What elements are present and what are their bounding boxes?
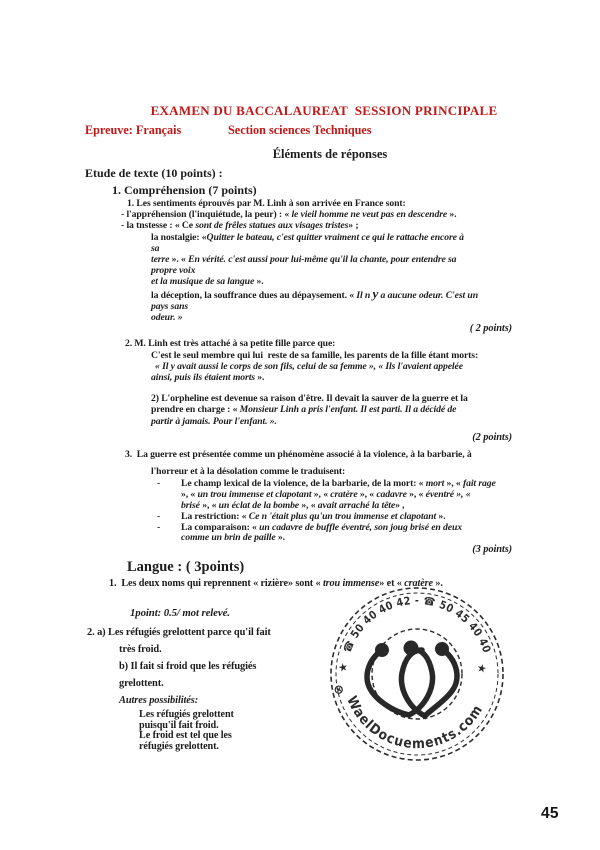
text-line: pays sans (151, 300, 189, 312)
text-line: brisé », « un éclat de la bombe », « avait arraché la tête» , (181, 500, 405, 512)
text-line: 1. Les deux noms qui reprennent « rizière» sont « trou immense» et « cratère ». (109, 578, 443, 590)
text-line: 3. La guerre est présentée comme un phénomène associé à la violence, à la barbarie, à (125, 449, 472, 461)
text-line: 1point: 0.5/ mot relevé. (130, 606, 230, 619)
text-line: très froid. (119, 643, 162, 655)
text-line: 2) L'orpheline est devenue sa raison d'être. Il devait la sauver de la guerre et la (151, 393, 468, 405)
text-line: grelottent. (119, 678, 164, 690)
text-line: la nostalgie: «Quitter le bateau, c'est quitter vraiment ce qui le rattache encore à (151, 231, 464, 243)
text-line: propre voix (151, 265, 196, 277)
text-line: prendre en charge : « Monsieur Linh a pris l'enfant. Il est parti. Il a décidé de (151, 404, 457, 416)
epreuve-label: Epreuve: Français (85, 123, 182, 137)
comprehension-heading: 1. Compréhension (7 points) (112, 183, 257, 197)
text-line: (3 points) (472, 544, 512, 556)
text-line: la déception, la souffrance dues au dépaysement. « Il n y a aucune odeur. C'est un (151, 285, 478, 301)
hearts-logo (367, 641, 457, 717)
text-line: ( 2 points) (469, 323, 512, 335)
text-line: réfugiés grelottent. (139, 741, 219, 753)
globe-icon: ⊕ (329, 681, 348, 698)
exam-title: EXAMEN DU BACCALAUREAT SESSION PRINCIPALE (150, 103, 498, 118)
text-line: - la tnstesse : « Ce sont de frêles statues aux visages tristes» ; (121, 220, 359, 232)
text-line: », « un trou immense et clapotant », « cratère », « cadavre », « éventré », « (181, 489, 471, 501)
text-line: puisqu'il fait froid. (139, 719, 219, 731)
page-number: 45 (541, 805, 559, 822)
star-icon: ★ (336, 660, 350, 675)
text-line: 1. Les sentiments éprouvés par M. Linh à son arrivée en France sont: (127, 198, 406, 209)
stamp-site-name: WaelDocuements.com (343, 693, 488, 753)
text-line: odeur. » (151, 312, 183, 324)
text-line: (2 points) (472, 431, 512, 443)
text-line: Langue : ( 3points) (127, 559, 245, 576)
text-line: et la musique de sa langue ». (151, 276, 264, 288)
text-line: sa (151, 242, 160, 254)
text-line: comme un brin de paille ». (181, 532, 285, 544)
star-icon: ★ (475, 661, 489, 676)
text-line: l'horreur et à la désolation comme le traduisent: (151, 466, 346, 478)
text-line: 2. a) Les réfugiés grelottent parce qu'il fait (87, 626, 271, 638)
exam-subheader (85, 122, 513, 138)
waeldocuments-stamp (329, 586, 505, 762)
text-line: ainsi, puis ils étaient morts ». (151, 372, 265, 384)
etude-heading: Etude de texte (10 points) : (85, 166, 223, 180)
text-line: - l'appréhension (l'inquiétude, la peur) : « le vieil homme ne veut pas en descendre ». (121, 209, 457, 221)
text-line: 2. M. Linh est très attaché à sa petite fille parce que: (125, 338, 336, 350)
text-line: Les réfugiés grelottent (139, 708, 234, 720)
section-label: Section sciences Techniques (228, 123, 372, 137)
text-line: Le froid est tel que les (139, 730, 232, 742)
text-line: Autres possibilités: (119, 695, 199, 707)
text-line: - La restriction: « Ce n 'était plus qu'un trou immense et clapotant ». (157, 510, 446, 522)
answers-subtitle: Éléments de réponses (272, 147, 388, 161)
stamp-phone-numbers: ☎ 50 40 40 42 - ☎ 50 45 40 40 (340, 594, 494, 656)
stamp-middle-ring (336, 593, 498, 755)
text-line: partir à jamais. Pour l'enfant. ». (151, 415, 277, 427)
text-line: terre ». « En vérité. c'est aussi pour lui-même qu'il la chante, pour entendre sa (151, 254, 457, 266)
text-line: b) Il fait si froid que les réfugiés (119, 661, 257, 673)
text-line: - La comparaison: « un cadavre de buffle éventré, son joug brisé en deux (157, 521, 463, 533)
text-line: - Le champ lexical de la violence, de la barbarie, de la mort: « mort », « fait rage (157, 478, 496, 490)
text-line: C'est le seul membre qui lui reste de sa famille, les parents de la fille étant morts: (151, 349, 479, 361)
text-line: « Il y avait aussi le corps de son fils, celui de sa femme », « Ils l'avaient appelée (155, 360, 463, 372)
